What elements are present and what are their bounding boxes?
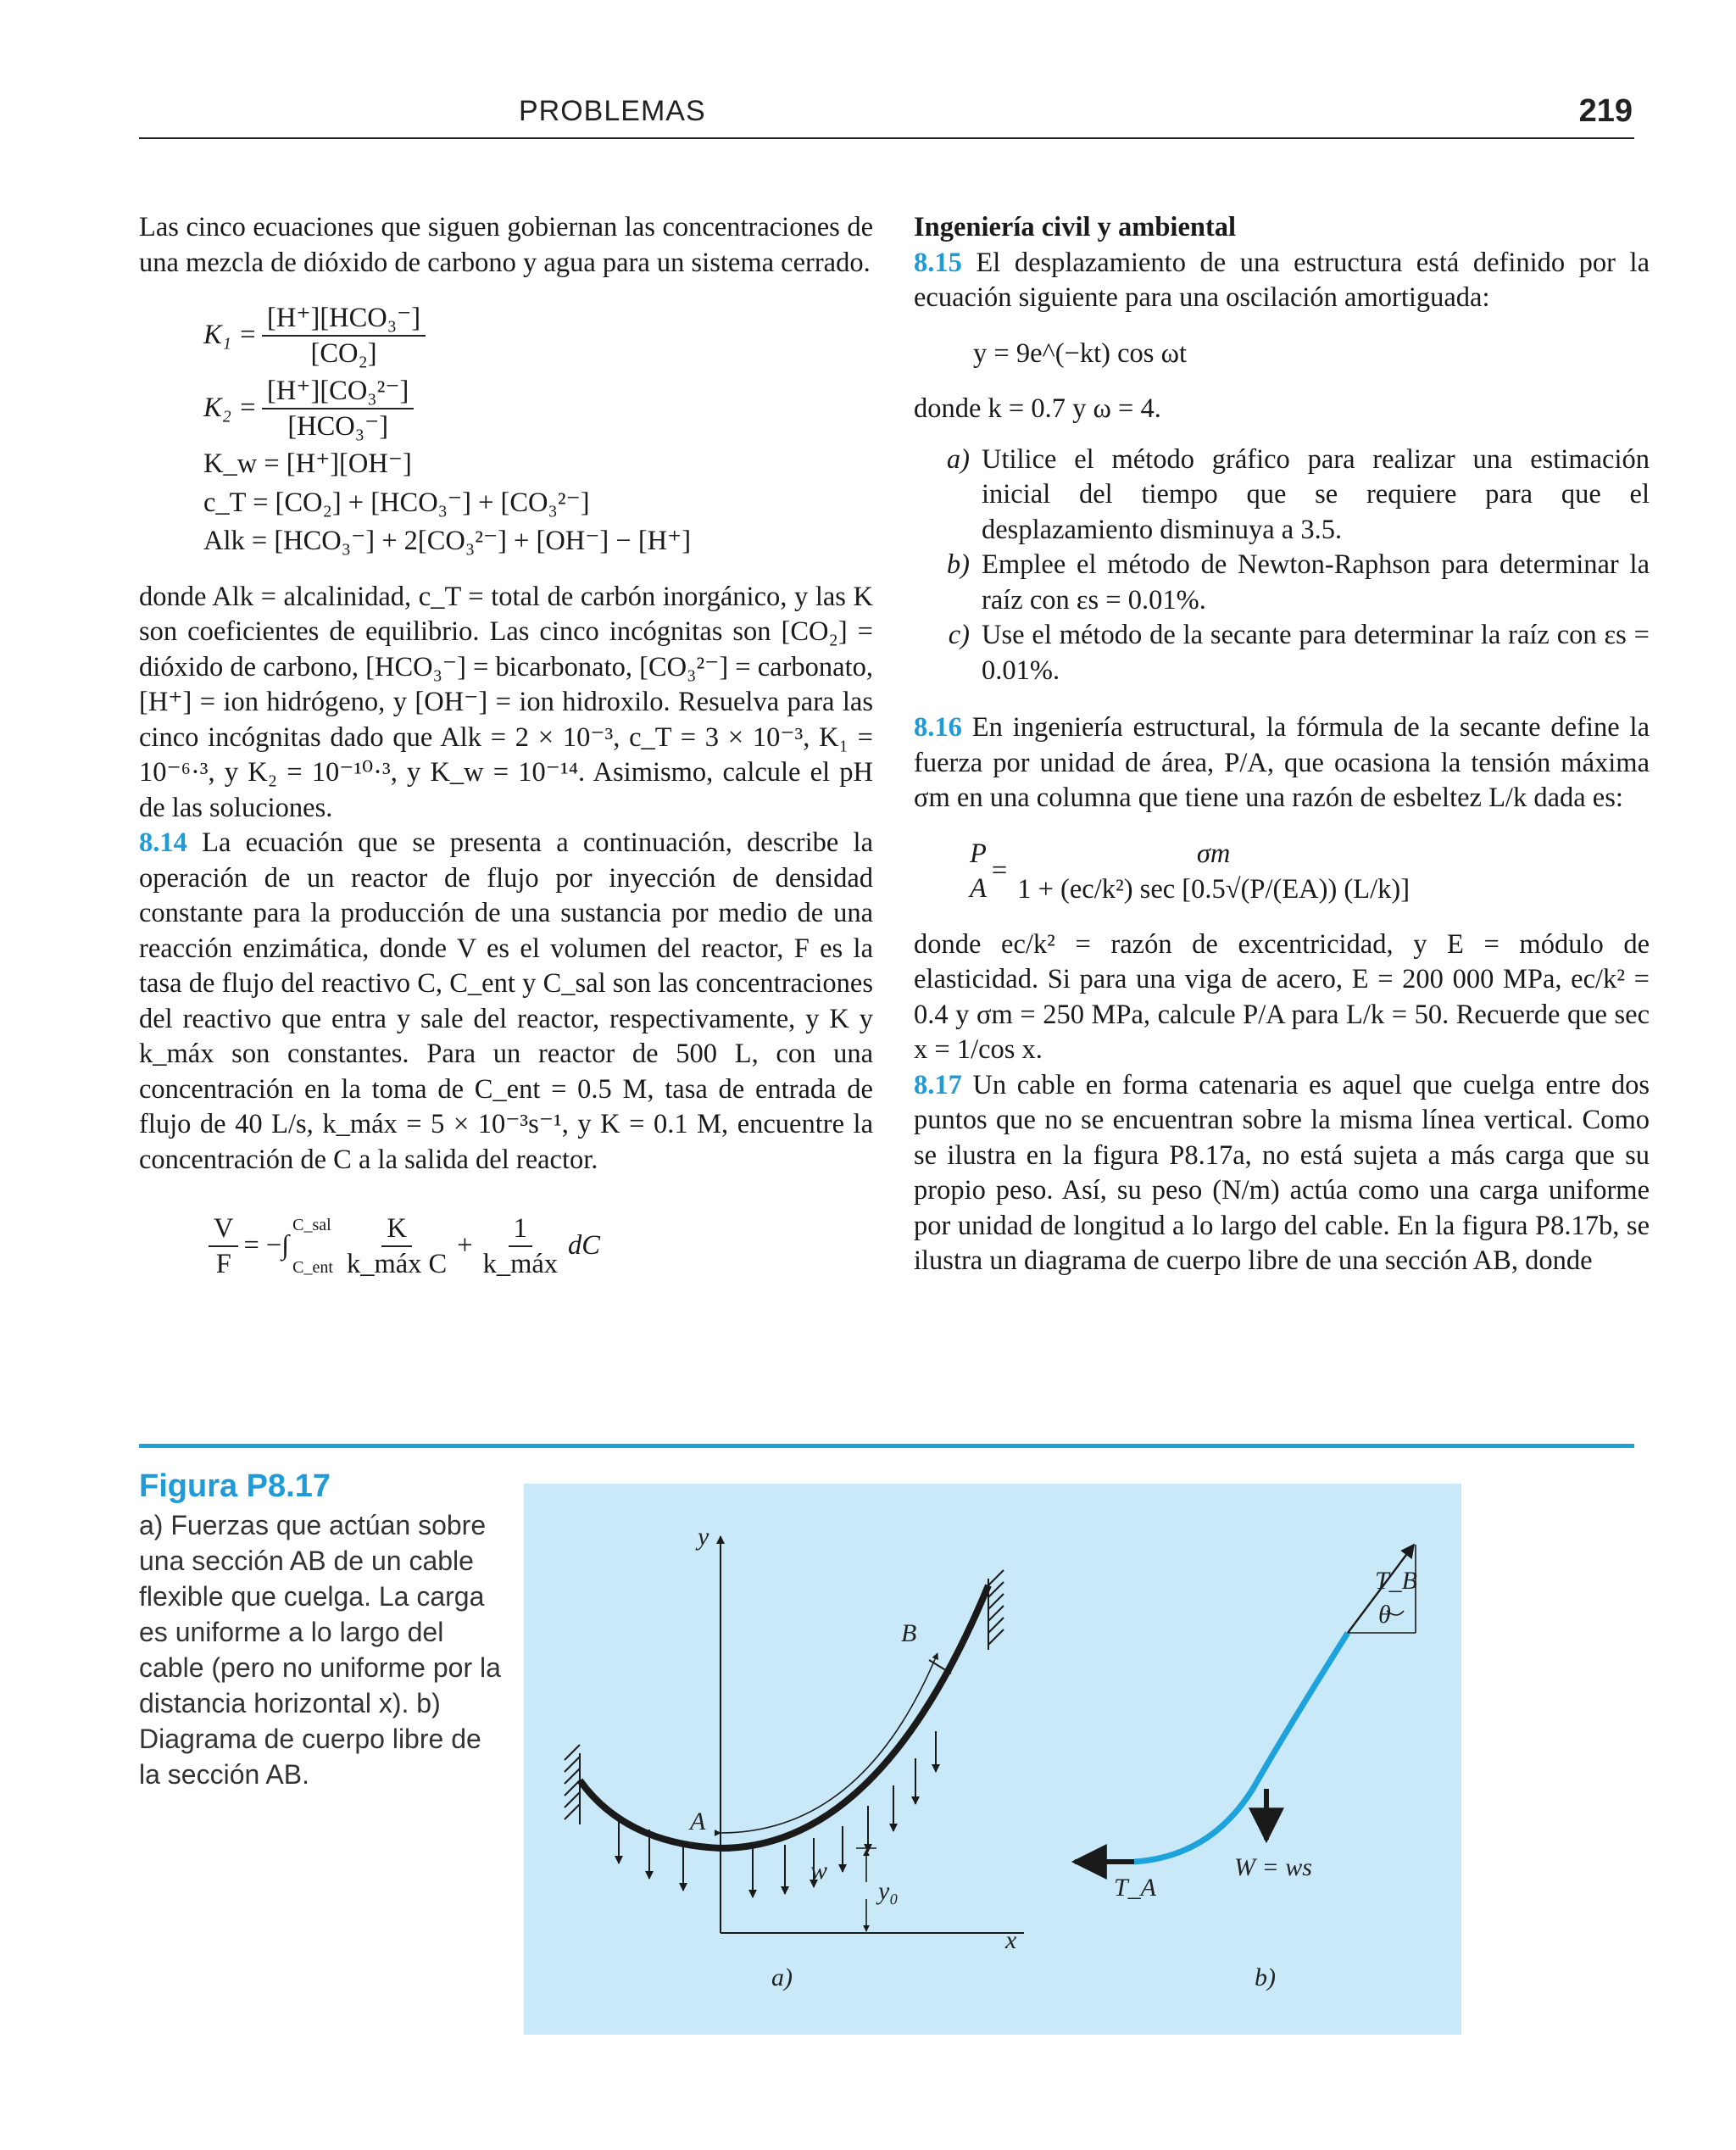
secant-formula-row [965,837,1650,907]
figure-title: Figura P8.17 [139,1468,331,1504]
y0-dimension [856,1848,876,1931]
k1-fraction [262,301,426,370]
problem-815 [914,246,1650,316]
k1-numerator: [H⁺][HCO₃⁻] [262,301,426,337]
problem-815-number: 8.15 [914,247,962,278]
sigma-m: σm [1196,838,1231,870]
intro-paragraph: Las cinco ecuaciones que siguen gobiernan las concentraciones de una mezcla de dióxido de carbono y agua para un sistema cerrado. [139,212,873,278]
running-header: PROBLEMAS [519,95,706,127]
term1-numerator: K [381,1211,411,1247]
figure-caption: a) Fuerzas que actúan sobre una sección AB de un cable flexible que cuelga. La carga es uniforme a lo largo del cable (pero no uniforme por la distancia horizontal x). b) Diagrama de cuerpo libre de la sección AB. [139,1510,501,1790]
section-heading: Ingeniería civil y ambiental [914,212,1237,242]
secant-formula [965,837,1650,907]
k1-lhs: K₁ = [203,320,258,351]
secant-denominator: 1 + (ec/k²) sec [0.5√(P/(EA)) (L/k)] [1017,873,1410,905]
left-support [565,1745,580,1824]
cable-curve [580,1585,988,1848]
equilibrium-equations [203,301,873,560]
ct-equation: c_T = [CO₂] + [HCO₃⁻] + [CO₃²⁻] [203,487,590,518]
problem-816-text: En ingeniería estructural, la fórmula de la secante define la fuerza por unidad de área, P/A, que ocasiona la tensión máxima σm en una columna que tiene una razón de esbeltez L/k dada es: [914,712,1650,813]
damped-oscillation-equation: y = 9e^(−kt) cos ωt [973,337,1188,369]
right-column [914,210,1650,1279]
load-w-label: w [810,1857,828,1885]
tension-a-label: T_A [1114,1874,1157,1902]
problem-816-continuation: donde ec/k² = razón de excentricidad, y E = módulo de elasticidad. Si para una viga de acero, E = 200 000 MPa, ec/k² = 0.4 y σm = 250 MPa, calcule P/A para L/k = 50. Recuerde que sec x = 1/cos x. [914,928,1650,1065]
theta-label: θ [1378,1601,1391,1629]
dc-symbol: dC [568,1230,600,1262]
point-a-label: A [690,1807,706,1835]
a-symbol: A [970,873,987,904]
figure-rule [139,1444,1634,1448]
k1-denominator: [CO₂] [310,338,377,369]
problem-814-text: La ecuación que se presenta a continuación, describe la operación de un reactor de flujo por inyección de densidad constante para la producción de una sustancia por medio de una reacción enzimática, donde V es el volumen del reactor, F es la tasa de flujo del reactivo C, C_ent y C_sal son las concentraciones del reactivo que entra y sale del reactor, respectivamente, y K y k_máx son constantes. Para un reactor de 500 L, con una concentración en la toma de C_ent = 0.5 M, tasa de entrada de flujo de 40 L/s, k_máx = 5 × 10⁻³s⁻¹, y K = 0.1 M, encuentre la concentración de C a la salida del reactor. [139,827,873,1175]
kw-equation: K_w = [H⁺][OH⁻] [203,448,412,479]
lower-limit: C_ent [292,1258,333,1277]
v-symbol: V [209,1211,238,1247]
problem-813-continuation: donde Alk = alcalinidad, c_T = total de carbón inorgánico, y las K son coeficientes de equilibrio. Las cinco incógnitas son [CO₂] = dióxido de carbono, [HCO₃⁻] = bicarbonato, [CO₃²⁻] = carbonato, [H⁺] = ion hidrógeno, y [OH⁻] = ion hidroxilo. Resuelva para las cinco incógnitas dado que Alk = 2 × 10⁻³, c_T = 3 × 10⁻³, K₁ = 10⁻⁶·³, y K₂ = 10⁻¹⁰·³, y K_w = 10⁻¹⁴. Asimismo, calcule el pH de las soluciones. [139,581,873,823]
y0-label: y₀ [878,1877,899,1905]
problem-815-constants: donde k = 0.7 y ω = 4. [914,393,1161,424]
list-item: b) Emplee el método de Newton-Raphson para determinar la raíz con εs = 0.01%. [946,549,1650,615]
alk-equation: Alk = [HCO₃⁻] + 2[CO₃²⁻] + [OH⁻] − [H⁺] [203,526,692,556]
term1-fraction [342,1211,452,1281]
f-symbol: F [215,1249,231,1279]
term2-numerator: 1 [509,1211,532,1247]
term2-denominator: k_máx [482,1249,559,1279]
equals-sign: = [991,855,1008,887]
term2-fraction [478,1211,563,1281]
point-b-label: B [901,1619,917,1647]
integral-limits [292,1216,333,1277]
left-column [139,210,873,1301]
x-axis-label: x [1005,1926,1017,1954]
k2-numerator: [H⁺][CO₃²⁻] [262,374,414,409]
problem-816-number: 8.16 [914,712,962,743]
page-number: 219 [1578,93,1633,129]
figure-panel [524,1484,1461,2035]
term1-denominator: k_máx C [346,1249,448,1279]
catenary-diagram [524,1484,1461,2035]
p-symbol: P [970,838,987,869]
plus-sign: + [457,1230,473,1262]
panel-a-label: a) [771,1963,793,1991]
list-item: a) Utilice el método gráfico para realizar una estimación inicial del tiempo que se requiere para que el desplazamiento disminuya a 3.5. [946,443,1650,545]
tension-b-label: T_B [1375,1567,1418,1595]
problem-817-text: Un cable en forma catenaria es aquel que cuelga entre dos puntos que no se encuentran sobre la misma línea vertical. Como se ilustra en la figura P8.17a, no está sujeta a más carga que su propio peso. Así, su peso (N/m) actúa como una carga uniforme por unidad de longitud a lo largo del cable. En la figura P8.17b, se ilustra un diagrama de cuerpo libre de una sección AB, donde [914,1069,1650,1276]
list-item: c) Use el método de la secante para determinar la raíz con εs = 0.01%. [948,620,1650,686]
reactor-equation [203,1211,873,1281]
right-support [988,1570,1004,1650]
problem-815-items [914,443,1650,689]
cable-section-ab [1134,1633,1348,1862]
problem-817-number: 8.17 [914,1069,962,1100]
header-rule [139,137,1634,139]
secant-fraction [1012,837,1415,906]
y-axis-label: y [698,1523,709,1551]
problem-816 [914,710,1650,816]
k2-denominator: [HCO₃⁻] [287,411,389,442]
v-over-f [209,1211,238,1281]
upper-limit: C_sal [292,1216,331,1234]
problem-817 [914,1068,1650,1279]
integral-sign: = −∫ [243,1230,290,1262]
weight-label: W = ws [1234,1853,1312,1881]
problem-814-number: 8.14 [139,827,187,858]
problem-814 [139,826,873,1178]
k2-lhs: K₂ = [203,393,258,424]
panel-b-label: b) [1255,1963,1276,1991]
p-over-a [970,837,987,907]
k1-equation [203,301,873,370]
reactor-equation-row [203,1211,873,1281]
k2-equation [203,374,873,443]
problem-815-text: El desplazamiento de una estructura está definido por la ecuación siguiente para una oscilación amortiguada: [914,247,1650,313]
k2-fraction [262,374,414,443]
